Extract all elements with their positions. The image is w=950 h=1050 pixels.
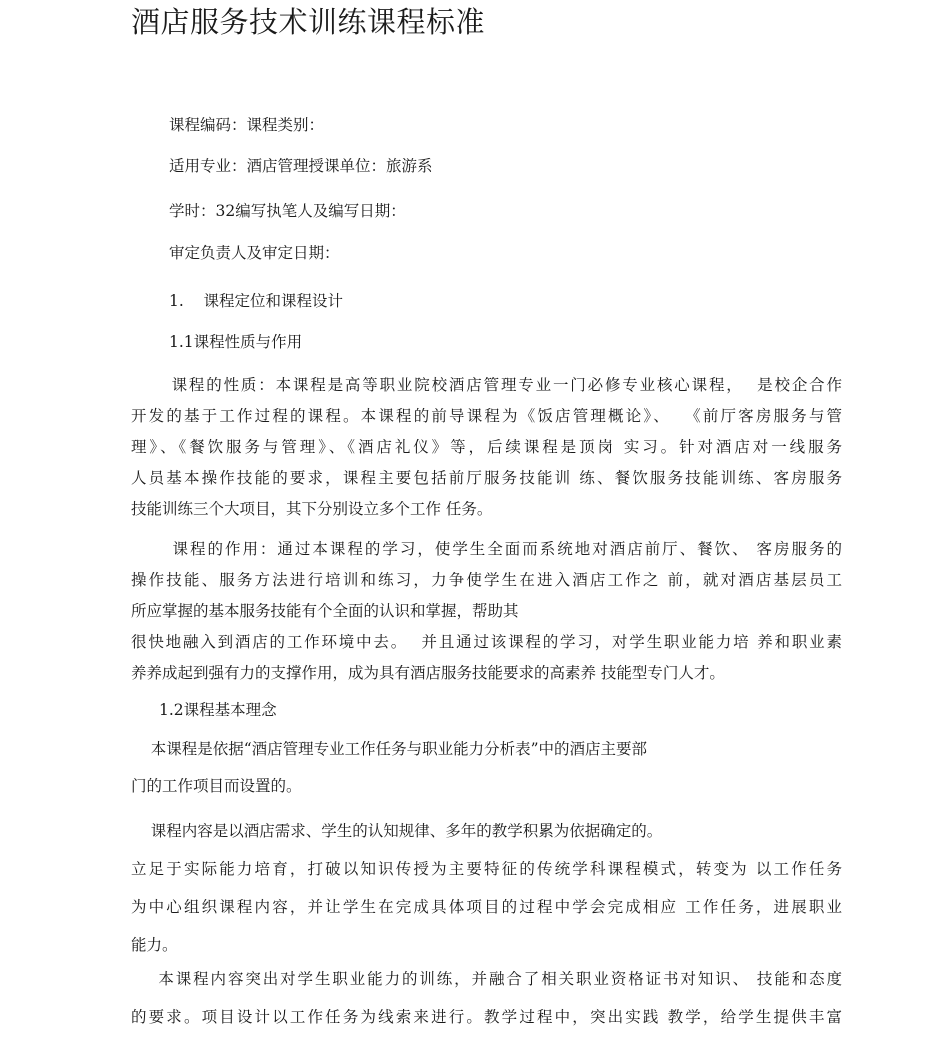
- section-1-heading: 1. 课程定位和课程设计: [169, 292, 343, 310]
- text-line: 立足于实际能力培育，打破以知识传授为主要特征的传统学科课程模式，转变为 以工作任务: [131, 860, 842, 878]
- paragraph-content: [131, 812, 842, 964]
- meta-reviewer: 审定负责人及审定日期：: [169, 244, 340, 262]
- paragraph-course-role: [131, 534, 842, 689]
- text-line: 为中心组织课程内容，并让学生在完成具体项目的过程中学会完成相应 工作任务，进展职业: [131, 898, 842, 916]
- text-line: 操作技能、服务方法进行培训和练习，力争使学生在进入酒店工作之 前，就对酒店基层员工: [131, 571, 842, 589]
- text-line: 开发的基于工作过程的课程。本课程的前导课程为《饭店管理概论》、 《前厅客房服务与管: [131, 407, 842, 425]
- text-line: 能力。: [131, 936, 178, 954]
- meta-hours: 学时：32编写执笔人及编写日期：: [169, 202, 406, 220]
- section-1-1-heading: 1.1课程性质与作用: [169, 333, 303, 351]
- paragraph-skills: [131, 960, 842, 1036]
- text-line: 门的工作项目而设置的。: [131, 777, 302, 795]
- text-line: 所应掌握的基本服务技能有个全面的认识和掌握，帮助其: [131, 602, 519, 620]
- text-line: 很快地融入到酒店的工作环境中去。 并且通过该课程的学习，对学生职业能力培 养和职业素: [131, 633, 842, 651]
- text-line: 技能训练三个大项目，其下分别设立多个工作 任务。: [131, 500, 493, 518]
- text-line: 的要求。项目设计以工作任务为线索来进行。教学过程中，突出实践 教学，给学生提供丰富: [131, 1008, 842, 1026]
- paragraph-basis: [131, 734, 842, 802]
- text-line: 本课程是依据“酒店管理专业工作任务与职业能力分析表”中的酒店主要部: [131, 740, 648, 758]
- paragraph-course-nature: [131, 370, 842, 525]
- text-line: 养养成起到强有力的支撑作用，成为具有酒店服务技能要求的高素养 技能型专门人才。: [131, 664, 725, 682]
- text-line: 课程内容是以酒店需求、学生的认知规律、多年的教学积累为依据确定的。: [131, 822, 663, 840]
- meta-course-code: 课程编码：课程类别：: [169, 116, 325, 134]
- section-1-2-heading: 1.2课程基本理念: [159, 701, 277, 719]
- meta-major: 适用专业：酒店管理授课单位：旅游系: [169, 157, 433, 175]
- text-line: 课程的作用：通过本课程的学习，使学生全面而系统地对酒店前厅、餐饮、 客房服务的: [131, 540, 842, 558]
- document-title: 酒店服务技术训练课程标准: [131, 5, 486, 39]
- text-line: 理》、《餐饮服务与管理》、《酒店礼仪》等，后续课程是顶岗 实习。针对酒店对一线服务: [131, 438, 842, 456]
- text-line: 本课程内容突出对学生职业能力的训练，并融合了相关职业资格证书对知识、 技能和态度: [131, 970, 842, 988]
- text-line: 人员基本操作技能的要求，课程主要包括前厅服务技能训 练、餐饮服务技能训练、客房服务: [131, 469, 842, 487]
- text-line: 课程的性质：本课程是高等职业院校酒店管理专业一门必修专业核心课程， 是校企合作: [131, 376, 842, 394]
